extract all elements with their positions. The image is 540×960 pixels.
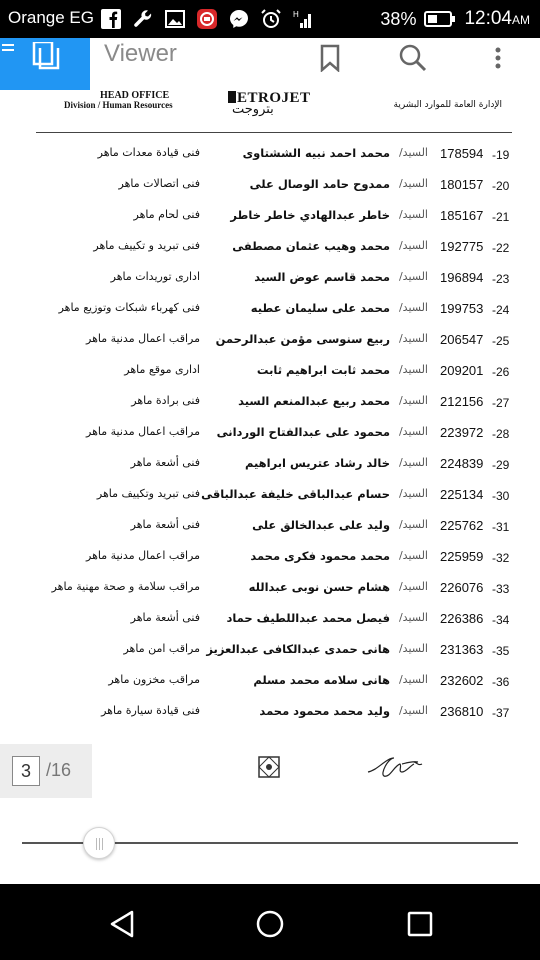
honorific: السيد/ [398, 642, 428, 655]
job-title: مراقب اعمال مدنية ماهر [86, 332, 200, 345]
row-number: -32 [492, 551, 510, 565]
network-type: H [293, 10, 299, 19]
row-number: -31 [492, 520, 510, 534]
row-number: -33 [492, 582, 510, 596]
employee-name: محمد ثابت ابراهيم ثابت [256, 363, 390, 377]
row-number: -28 [492, 427, 510, 441]
job-title: فنى قيادة معدات ماهر [97, 146, 200, 159]
page-indicator[interactable] [0, 744, 92, 798]
row-number: -27 [492, 396, 510, 410]
employee-code: 226386 [440, 611, 484, 626]
employee-row [0, 144, 540, 168]
carrier-name: Orange EG [8, 8, 94, 27]
notification-icons [100, 7, 314, 31]
more-vert-icon [494, 47, 502, 69]
hamburger-icon [2, 44, 14, 56]
employee-row [0, 671, 540, 695]
job-title: ادارى توريدات ماهر [110, 270, 200, 283]
employee-name: خاطر عبدالهادي خاطر خاطر [230, 208, 390, 222]
gallery-icon [164, 8, 186, 30]
employee-name: محمد قاسم عوض السيد [254, 270, 390, 284]
row-number: -26 [492, 365, 510, 379]
honorific: السيد/ [398, 518, 428, 531]
job-title: فنى أشعة ماهر [130, 611, 200, 624]
employee-code: 180157 [440, 177, 484, 192]
employee-code: 185167 [440, 208, 484, 223]
employee-row [0, 330, 540, 354]
employee-code: 192775 [440, 239, 484, 254]
employee-row [0, 640, 540, 664]
signal-icon [292, 8, 314, 30]
search-icon [398, 43, 428, 73]
honorific: السيد/ [398, 332, 428, 345]
back-button[interactable] [102, 904, 142, 944]
brand-logo-en: ETROJET [228, 90, 311, 107]
employee-code: 199753 [440, 301, 484, 316]
employee-code: 224839 [440, 456, 484, 471]
brand-logo-ar: بتروجت [232, 102, 274, 117]
job-title: فنى لحام ماهر [133, 208, 200, 221]
employee-name: هشام حسن نوبى عبدالله [248, 580, 390, 594]
employee-row [0, 206, 540, 230]
documents-icon [30, 42, 62, 70]
employee-name: وليد على عبدالخالق على [252, 518, 390, 532]
job-title: فنى تبريد و تكييف ماهر [93, 239, 200, 252]
employee-name: محمد محمود فكرى محمد [250, 549, 390, 563]
employee-row [0, 609, 540, 633]
honorific: السيد/ [398, 394, 428, 407]
employee-code: 223972 [440, 425, 484, 440]
job-title: فنى تبريد وتكييف ماهر [96, 487, 200, 500]
employee-name: محمد على سليمان عطيه [250, 301, 390, 315]
employee-row [0, 702, 540, 726]
app-bar [0, 38, 540, 90]
honorific: السيد/ [398, 239, 428, 252]
employee-code: 178594 [440, 146, 484, 161]
employee-name: خالد رشاد عتريس ابراهيم [244, 456, 390, 470]
page-slider-thumb[interactable] [83, 827, 115, 859]
system-navigation-bar [0, 884, 540, 960]
honorific: السيد/ [398, 456, 428, 469]
row-number: -37 [492, 706, 510, 720]
department-label: الإدارة العامة للموارد البشرية [393, 100, 502, 110]
row-number: -35 [492, 644, 510, 658]
head-office-label: HEAD OFFICE [100, 90, 170, 101]
bookmark-icon [318, 44, 342, 72]
header-divider [36, 132, 512, 133]
employee-name: ممدوح حامد الوصال على [249, 177, 390, 191]
honorific: السيد/ [398, 146, 428, 159]
job-title: مراقب سلامة و صحة مهنية ماهر [51, 580, 200, 593]
document-page[interactable] [0, 90, 540, 804]
employee-name: محمود على عبدالفتاح الوردانى [216, 425, 390, 439]
row-number: -21 [492, 210, 510, 224]
app-title: Viewer [104, 40, 177, 67]
clock-ampm: AM [512, 13, 530, 27]
facebook-icon [100, 8, 122, 30]
alarm-icon [260, 8, 282, 30]
viewer-app [0, 38, 540, 884]
search-button[interactable] [395, 38, 431, 78]
battery-icon [424, 10, 456, 28]
employee-name: محمد وهيب عثمان مصطفى [232, 239, 390, 253]
employee-code: 231363 [440, 642, 484, 657]
page-slider-area [0, 798, 540, 884]
row-number: -24 [492, 303, 510, 317]
row-number: -30 [492, 489, 510, 503]
employee-name: فيصل محمد عبداللطيف حماد [226, 611, 390, 625]
employee-row [0, 516, 540, 540]
bookmark-button[interactable] [312, 38, 348, 78]
job-title: مراقب مخزون ماهر [108, 673, 200, 686]
honorific: السيد/ [398, 425, 428, 438]
employee-row [0, 454, 540, 478]
honorific: السيد/ [398, 580, 428, 593]
recents-button[interactable] [400, 904, 440, 944]
clock [464, 8, 530, 30]
job-title: مراقب اعمال مدنية ماهر [86, 425, 200, 438]
row-number: -19 [492, 148, 510, 162]
employee-code: 225134 [440, 487, 484, 502]
employee-row [0, 237, 540, 261]
division-label: Division / Human Resources [64, 100, 173, 110]
employee-code: 209201 [440, 363, 484, 378]
employee-name: وليد محمد محمود محمد [259, 704, 390, 718]
honorific: السيد/ [398, 611, 428, 624]
employee-row [0, 392, 540, 416]
honorific: السيد/ [398, 704, 428, 717]
employee-row [0, 299, 540, 323]
status-bar [0, 0, 540, 38]
employee-code: 206547 [440, 332, 484, 347]
job-title: ادارى موقع ماهر [124, 363, 200, 376]
row-number: -22 [492, 241, 510, 255]
employee-name: هانى حمدى عبدالكافى عبدالعزيز [206, 642, 390, 656]
row-number: -23 [492, 272, 510, 286]
job-title: فنى أشعة ماهر [130, 518, 200, 531]
wrench-icon [132, 8, 154, 30]
honorific: السيد/ [398, 301, 428, 314]
company-seal [256, 754, 282, 780]
employee-row [0, 361, 540, 385]
employee-name: ربيع سنوسى مؤمن عبدالرحمن [215, 332, 390, 346]
row-number: -29 [492, 458, 510, 472]
job-title: فنى اتصالات ماهر [118, 177, 200, 190]
honorific: السيد/ [398, 363, 428, 376]
home-circle-icon [255, 909, 285, 939]
honorific: السيد/ [398, 487, 428, 500]
employee-name: حسام عبدالباقى خليفة عبدالباقى [201, 487, 390, 501]
employee-code: 236810 [440, 704, 484, 719]
job-title: فنى أشعة ماهر [130, 456, 200, 469]
employee-row [0, 578, 540, 602]
employee-code: 225959 [440, 549, 484, 564]
row-number: -36 [492, 675, 510, 689]
home-button[interactable] [250, 904, 290, 944]
job-title: فنى برادة ماهر [131, 394, 200, 407]
employee-name: محمد احمد نبيه الششتاوى [242, 146, 390, 160]
app-notification-icon [196, 8, 218, 30]
recents-square-icon [406, 910, 434, 938]
signature [362, 742, 432, 782]
honorific: السيد/ [398, 270, 428, 283]
honorific: السيد/ [398, 549, 428, 562]
employee-row [0, 268, 540, 292]
status-right [380, 6, 530, 32]
current-page-field[interactable]: 3 [12, 756, 40, 786]
clock-time: 12:04 [464, 8, 512, 29]
navigation-drawer-button[interactable] [0, 38, 90, 90]
employee-row [0, 547, 540, 571]
employee-code: 226076 [440, 580, 484, 595]
employee-code: 212156 [440, 394, 484, 409]
total-pages: /16 [46, 760, 72, 780]
overflow-menu-button[interactable] [480, 38, 516, 78]
back-triangle-icon [108, 909, 136, 939]
employee-row [0, 485, 540, 509]
employee-code: 196894 [440, 270, 484, 285]
honorific: السيد/ [398, 208, 428, 221]
row-number: -20 [492, 179, 510, 193]
job-title: فنى كهرباء شبكات وتوزيع ماهر [58, 301, 200, 314]
row-number: -34 [492, 613, 510, 627]
employee-name: هانى سلامه محمد مسلم [253, 673, 390, 687]
job-title: مراقب اعمال مدنية ماهر [86, 549, 200, 562]
row-number: -25 [492, 334, 510, 348]
honorific: السيد/ [398, 673, 428, 686]
job-title: مراقب امن ماهر [123, 642, 200, 655]
job-title: فنى قيادة سيارة ماهر [101, 704, 200, 717]
employee-code: 232602 [440, 673, 484, 688]
employee-row [0, 175, 540, 199]
battery-percent: 38% [380, 8, 417, 29]
employee-code: 225762 [440, 518, 484, 533]
employee-name: محمد ربيع عبدالمنعم السيد [238, 394, 390, 408]
honorific: السيد/ [398, 177, 428, 190]
messenger-icon [228, 8, 250, 30]
employee-row [0, 423, 540, 447]
